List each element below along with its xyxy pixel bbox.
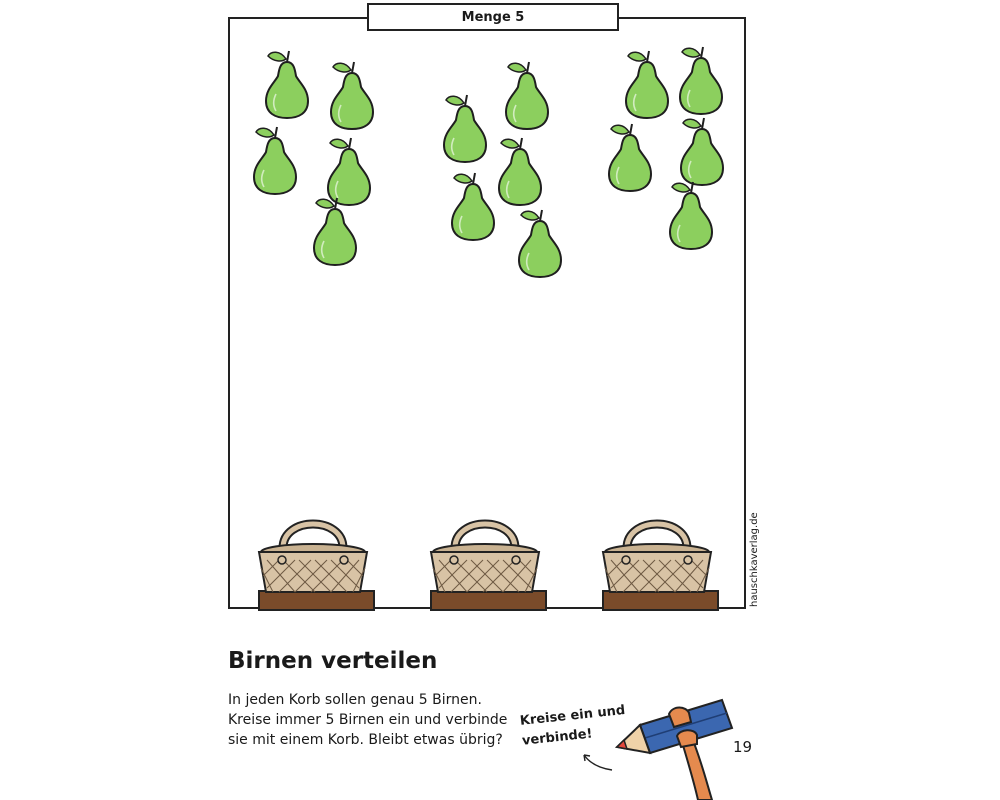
basket-station-1: [259, 524, 374, 610]
basket-station-2: [431, 524, 546, 610]
pear-group-middle: [444, 62, 561, 277]
pear-group-left: [254, 51, 373, 265]
pear: [670, 182, 712, 249]
instruction-line: sie mit einem Korb. Bleibt etwas übrig?: [228, 732, 503, 748]
pear: [680, 47, 722, 114]
pear: [681, 118, 723, 185]
basket: [431, 524, 539, 592]
pear: [499, 138, 541, 205]
page-number: 19: [733, 738, 753, 756]
basket: [603, 524, 711, 592]
pear: [609, 124, 651, 191]
instruction-line: In jeden Korb sollen genau 5 Birnen.: [228, 692, 482, 708]
exercise-instructions: [228, 690, 518, 750]
exercise-title: Birnen verteilen: [228, 648, 438, 674]
instruction-line: Kreise immer 5 Birnen ein und verbinde: [228, 712, 508, 728]
basket-station-3: [603, 524, 718, 610]
pear: [254, 127, 296, 194]
pear: [506, 62, 548, 129]
publisher-url: hauschkaverlag.de: [749, 512, 760, 607]
topic-label-text: Menge 5: [461, 9, 525, 25]
pear: [328, 138, 370, 205]
tip-line: Kreise ein und: [519, 702, 626, 729]
pear: [266, 51, 308, 118]
pear-group-right: [609, 47, 723, 249]
pear: [452, 173, 494, 240]
pear: [444, 95, 486, 162]
pear: [314, 198, 356, 265]
pear: [519, 210, 561, 277]
pear: [626, 51, 668, 118]
basket: [259, 524, 367, 592]
pear: [331, 62, 373, 129]
tip-line: verbinde!: [521, 726, 594, 749]
